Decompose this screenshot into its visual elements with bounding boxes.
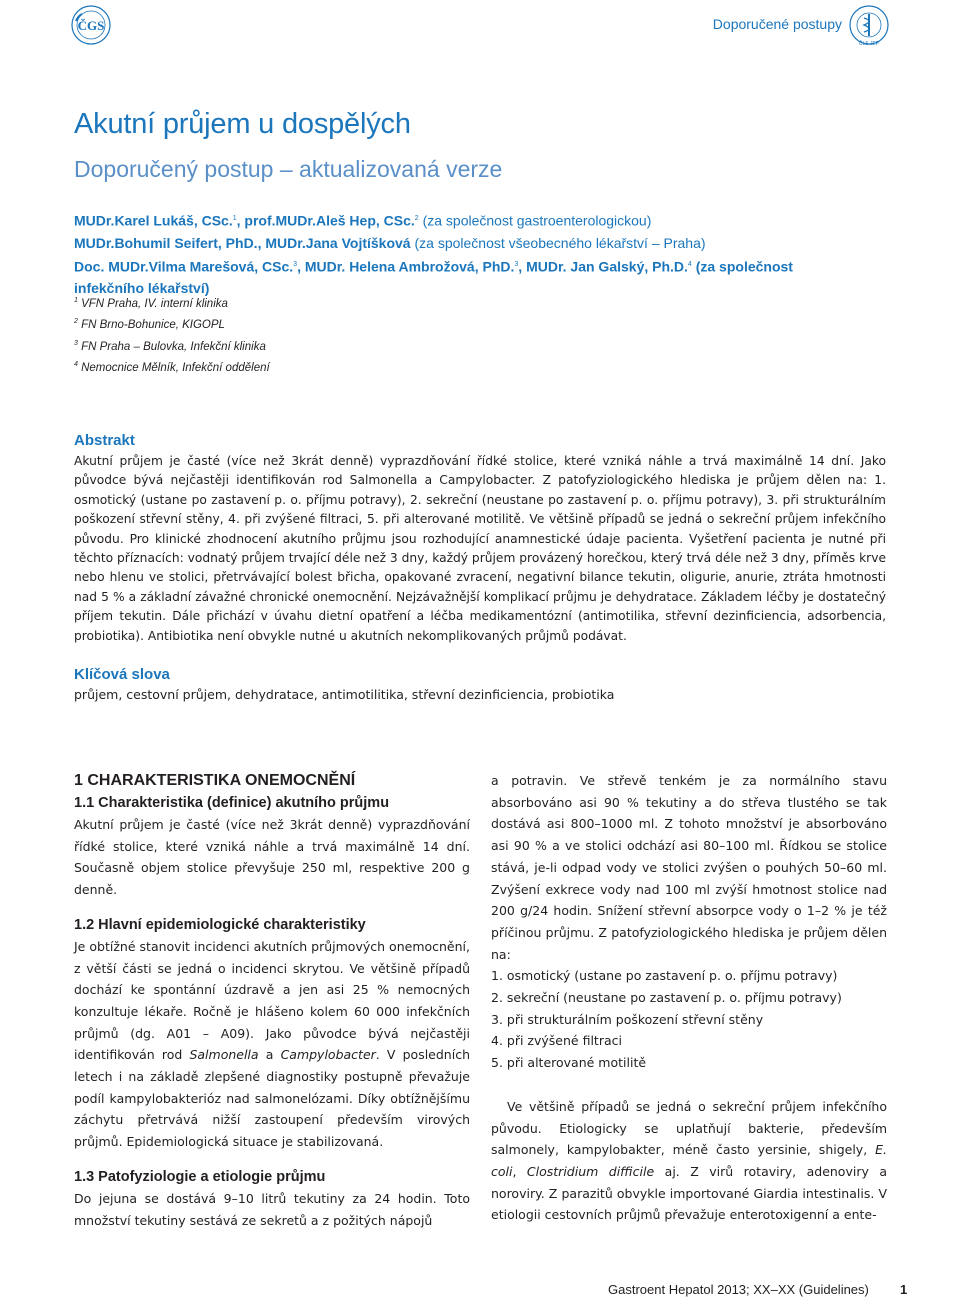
- paragraph-1-1: Akutní průjem je časté (více než 3krát denně) vyprazdňování řídké stolice, které vzniká náhle a trvá maximálně 14 dní. Současně objem stolice převyšuje 250 ml, respektive 200 g denně.: [74, 817, 470, 898]
- article-title: Akutní průjem u dospělých: [74, 108, 411, 140]
- subsection-heading-1-1: 1.1 Charakteristika (definice) akutního průjmu: [74, 795, 390, 811]
- affiliation-item: $^1$ VFN Praha, IV. interní klinika: [74, 297, 228, 310]
- cgs-logo: [70, 4, 116, 46]
- subsection-heading-1-2: 1.2 Hlavní epidemiologické charakteristiky: [74, 916, 366, 933]
- affiliation-item: $^2$ FN Brno-Bohunice, KIGOPL: [74, 318, 225, 332]
- journal-citation: Gastroent Hepatol 2013; XX–XX (Guidelines): [608, 1282, 869, 1297]
- page-number: 1: [900, 1282, 908, 1297]
- list-item: 3. při strukturálním poškození střevní stěny: [491, 1011, 764, 1027]
- list-item: 4. při zvýšené filtraci: [491, 1033, 622, 1049]
- diarrhea-types-list: [491, 965, 887, 1074]
- body-left-column: [74, 770, 470, 1231]
- paragraph-1-3: Do jejuna se dostává 9–10 litrů tekutiny za 24 hodin. Toto množství tekutiny sestává ze sekretů a z požitých nápojů: [74, 1190, 470, 1228]
- list-item: 1. osmotický (ustane po zastavení p. o. příjmu potravy): [491, 968, 838, 984]
- abstract-heading: Abstrakt: [74, 432, 135, 449]
- authors-line-1: MUDr.Karel Lukáš, CSc.$^1$, prof.MUDr.Aleš Hep, CSc.$^2$ (za společnost gastroenterologickou): [74, 212, 652, 229]
- subsection-heading-1-3: 1.3 Patofyziologie a etiologie průjmu: [74, 1168, 326, 1185]
- authors-line-2: MUDr.Bohumil Seifert, PhD., MUDr.Jana Vojtíšková (za společnost všeobecného lékařství – Praha): [74, 234, 706, 251]
- authors-line-3: Doc. MUDr.Vilma Marešová, CSc.$^3$, MUDr. Helena Ambrožová, PhD.$^3$, MUDr. Jan Galský, Ph.D.$^4$ (za společnost infekčního lékařství): [74, 258, 793, 297]
- cls-jep-logo: [846, 4, 892, 46]
- body-right-column: [491, 770, 887, 1226]
- paragraph-right-2: Ve většině případů se jedná o sekreční průjem infekčního původu. Etiologicky se uplatňují bakterie, především salmonely, kampylobakter, méně často yersinie, shigely, E. coli, Clostridium difficile aj. Z virů rotaviry, adenoviry a noroviry. Z parazitů obvykle importované Giardia intestinalis. V etiologii cestovních průjmů převažuje enterotoxigenní a ente-: [491, 1098, 887, 1223]
- keywords-heading: Klíčová slova: [74, 666, 170, 683]
- section-heading: 1 CHARAKTERISTIKA ONEMOCNĚNÍ: [74, 772, 356, 789]
- abstract-text: Akutní průjem je časté (více než 3krát denně) vyprazdňování řídké stolice, které vzniká náhle a trvá maximálně 14 dní. Jako původce bývá nejčastěji identifikován rod Salmonella a Campylobacter. Z patofyziologického hlediska je průjem dělen na: 1. osmotický (ustane po zastavení p. o. příjmu potravy), 2. sekreční (neustane po zastavení p. o. příjmu potravy), 3. při strukturálním poškození střevní stěny, 4. při zvýšené filtraci, 5. při alterované motilitě. Ve většině případů se jedná o sekreční průjem infekčního původu. Pro klinické zhodnocení akutního průjmu jsou rozhodující anamnestické údaje pacienta. Vyšetření pacienta je nutné při těchto příznacích: vodnatý průjem trvající déle než 3 dny, každý průjem provázený horečkou, který trvá déle než 3 dny, příměs krve nebo hlenu ve stolici, přetrvávající bolest břicha, opakované zvracení, negativní bilance tekutin, oligurie, anurie, ztráta hmotnosti nad 5 % a základní závažné chronické onemocnění. Nejzávažnější komplikací průjmu je dehydratace. Základem léčby je dostatečný příjem tekutin. Dále přichází v úvahu dietní opatření a léčba medikamentózní (antimotilika, střevní dezinficiencia, adsorbencia, probiotika). Antibiotika není obvykle nutné u akutních nekomplikovaných průjmů podávat.: [74, 454, 886, 643]
- article-subtitle: Doporučený postup – aktualizovaná verze: [74, 156, 503, 182]
- section-label: Doporučené postupy: [712, 16, 842, 32]
- cgs-logo-text: ČGS: [77, 18, 105, 33]
- keywords-text: průjem, cestovní průjem, dehydratace, antimotilitika, střevní dezinficiencia, probiotika: [74, 687, 615, 702]
- list-item: 5. při alterované motilitě: [491, 1055, 647, 1071]
- paragraph-right-1: a potravin. Ve střevě tenkém je za normálního stavu absorbováno asi 90 % tekutiny a do střeva tlustého se tak dostává asi 800–1000 ml. Z tohoto množství je absorbováno asi 90 % a ve stolici odchází asi 80–100 ml. Řídkou se stolice stává, je-li odpad vody ve stolici zvýšen o pouhých 50–60 ml. Zvýšení exkrece vody nad 100 ml zvýší hmotnost stolice nad 200 g/24 hodin. Snížení střevní absorpce vody o 1–2 % je též příčinou průjmu. Z patofyziologického hlediska je průjem dělen na:: [491, 773, 887, 962]
- affiliation-item: $^4$ Nemocnice Mělník, Infekční oddělení: [74, 360, 270, 374]
- affiliation-item: $^3$ FN Praha – Bulovka, Infekční klinika: [74, 339, 266, 353]
- cls-jep-logo-text: ČLS JEP: [858, 41, 880, 46]
- affiliations: [74, 292, 270, 377]
- authors: [74, 208, 834, 299]
- paragraph-1-2: Je obtížné stanovit incidenci akutních průjmových onemocnění, z větší části se jedná o incidenci skrytou. Ve většině případů dochází ke spontánní úzdravě a jen asi 25 % nemocných konzultuje lékaře. Ročně je hlášeno kolem 60 000 infekčních průjmů (dg. A01 – A09). Jako původce bývá nejčastěji identifikován rod Salmonella a Campylobacter. V posledních letech i na základě zlepšené diagnostiky postupně převažuje podíl kampylobakterióz nad salmonelózami. Díky obtížnějšímu záchytu přetrvává nižší zastoupení především virových průjmů. Epidemiologická situace je stabilizovaná.: [74, 938, 470, 1150]
- list-item: 2. sekreční (neustane po zastavení p. o. příjmu potravy): [491, 990, 842, 1006]
